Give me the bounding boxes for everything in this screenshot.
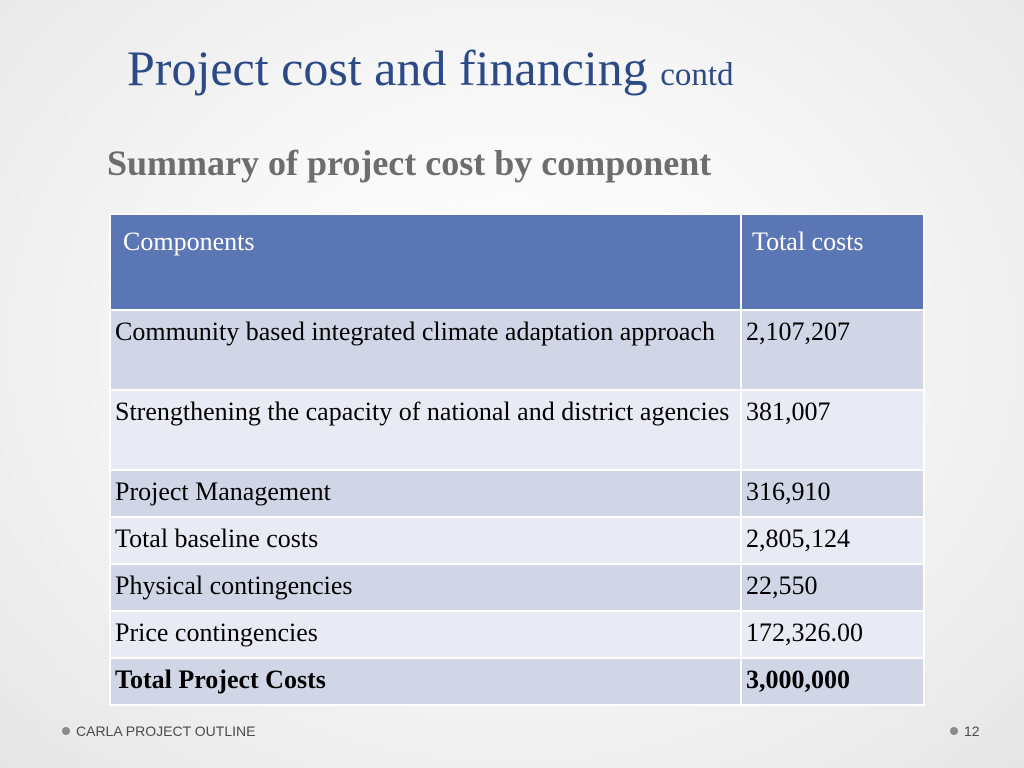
component-cell: Total Project Costs — [110, 658, 741, 705]
footer-right — [950, 723, 980, 739]
total-cost-cell: 381,007 — [741, 390, 924, 470]
total-cost-cell: 3,000,000 — [741, 658, 924, 705]
component-cell: Price contingencies — [110, 611, 741, 658]
bullet-dot-icon — [62, 727, 70, 735]
table-row — [110, 564, 924, 611]
total-cost-cell: 2,107,207 — [741, 310, 924, 390]
column-header-total-costs: Total costs — [741, 214, 924, 310]
total-cost-cell: 22,550 — [741, 564, 924, 611]
bullet-dot-icon — [950, 727, 958, 735]
table-row — [110, 310, 924, 390]
footer-title: CARLA PROJECT OUTLINE — [76, 723, 256, 739]
table-row — [110, 390, 924, 470]
slide-title-text: Project cost and financing — [127, 40, 648, 96]
component-cell: Community based integrated climate adaptation approach — [110, 310, 741, 390]
table-row — [110, 611, 924, 658]
slide-title-suffix: contd — [660, 57, 734, 93]
total-cost-cell: 2,805,124 — [741, 517, 924, 564]
table-row — [110, 470, 924, 517]
component-cell: Physical contingencies — [110, 564, 741, 611]
table-header-row — [110, 214, 924, 310]
component-cell: Project Management — [110, 470, 741, 517]
column-header-components: Components — [110, 214, 741, 310]
slide-subtitle: Summary of project cost by component — [107, 143, 712, 183]
slide-number: 12 — [964, 723, 980, 739]
footer-left — [62, 723, 255, 739]
total-cost-cell: 316,910 — [741, 470, 924, 517]
total-cost-cell: 172,326.00 — [741, 611, 924, 658]
component-cell: Strengthening the capacity of national and district agencies — [110, 390, 741, 470]
cost-summary-table — [109, 213, 925, 706]
component-cell: Total baseline costs — [110, 517, 741, 564]
total-project-costs-row — [110, 658, 924, 705]
table-row — [110, 517, 924, 564]
slide-title — [127, 28, 734, 115]
